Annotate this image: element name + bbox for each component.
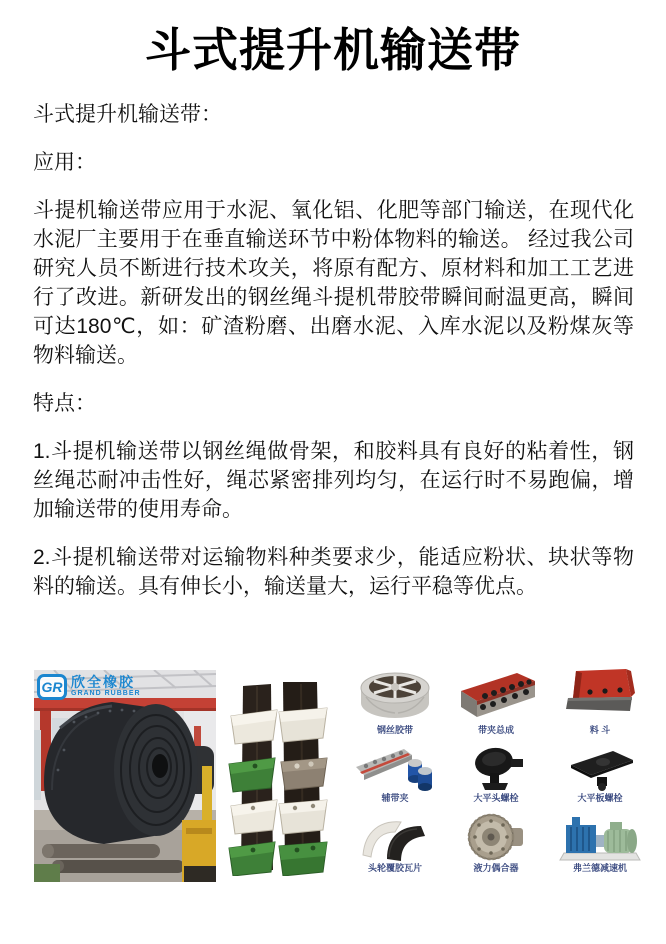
part-flat-head-bolt xyxy=(444,736,548,804)
part-fluid-coupling xyxy=(444,804,548,874)
logo-name-en: GRAND RUBBER xyxy=(71,690,141,697)
part-label: 大平板螺栓 xyxy=(577,793,623,803)
buckets-on-belt-image xyxy=(227,680,335,876)
part-label: 大平头螺栓 xyxy=(473,793,519,803)
logo-name-cn: 欣全橡胶 xyxy=(71,674,135,690)
page-title: 斗式提升机输送带 xyxy=(145,24,521,76)
part-hopper xyxy=(548,664,652,736)
logo-gr-monogram: GR xyxy=(37,674,67,700)
belt-roll-photo xyxy=(34,670,216,882)
part-aux-belt-clamp xyxy=(346,736,444,804)
part-label: 头轮覆胶瓦片 xyxy=(367,863,422,873)
fluid-coupling-icon xyxy=(465,813,527,861)
brand-logo xyxy=(37,674,141,700)
part-head-wheel-lagging xyxy=(346,804,444,874)
hopper-icon xyxy=(564,667,636,723)
part-label: 辅带夹 xyxy=(381,793,409,803)
part-belt-clamp-assembly xyxy=(444,664,548,736)
paragraph-feature-1: 1.斗提机输送带以钢丝绳做骨架，和胶料具有良好的粘着性，钢丝绳芯耐冲击性好，绳芯紧密排列均匀，在运行时不易跑偏，增加输送带的使用寿命。 xyxy=(33,440,634,521)
parts-grid xyxy=(346,664,652,874)
elevator-buckets-photo xyxy=(227,680,335,876)
factory-belt-roll-image xyxy=(34,670,216,882)
part-flender-reducer xyxy=(548,804,652,874)
head-wheel-lagging-icon xyxy=(359,815,431,861)
belt-clamp-assembly-icon xyxy=(453,669,539,723)
paragraph-application-heading: 应用： xyxy=(33,151,96,174)
flat-head-bolt-icon xyxy=(464,745,528,791)
part-label: 料 斗 xyxy=(589,725,611,735)
paragraph-application-body: 斗提机输送带应用于水泥、氧化铝、化肥等部门输送，在现代化水泥厂主要用于在垂直输送环节中粉体物料的输送。 经过我公司研究人员不断进行技术攻关，将原有配方、原材料和加工工艺进行了改进。新研发出的钢丝绳斗提机带胶带瞬间耐温更高，瞬间可达180℃，如：矿渣粉磨、出磨水泥、入库水泥以及粉煤灰等物料输送。 xyxy=(33,199,634,367)
flender-reducer-icon xyxy=(558,813,642,861)
aux-belt-clamp-icon xyxy=(354,747,436,791)
part-label: 带夹总成 xyxy=(477,725,514,735)
paragraph-features-heading: 特点： xyxy=(33,392,96,415)
part-label: 弗兰德减速机 xyxy=(572,863,627,873)
part-flat-plate-bolt xyxy=(548,736,652,804)
product-page xyxy=(0,14,666,944)
flat-plate-bolt-icon xyxy=(563,747,637,791)
logo-wordmark xyxy=(71,674,141,698)
part-label: 液力偶合器 xyxy=(473,863,519,873)
paragraph-intro: 斗式提升机输送带： xyxy=(33,103,222,126)
part-label: 钢丝胶带 xyxy=(376,725,413,735)
steel-wire-belt-icon xyxy=(356,667,434,723)
part-steel-wire-belt xyxy=(346,664,444,736)
paragraph-feature-2: 2.斗提机输送带对运输物料种类要求少，能适应粉状、块状等物料的输送。具有伸长小，输送量大，运行平稳等优点。 xyxy=(33,546,634,598)
body-text xyxy=(33,100,634,601)
